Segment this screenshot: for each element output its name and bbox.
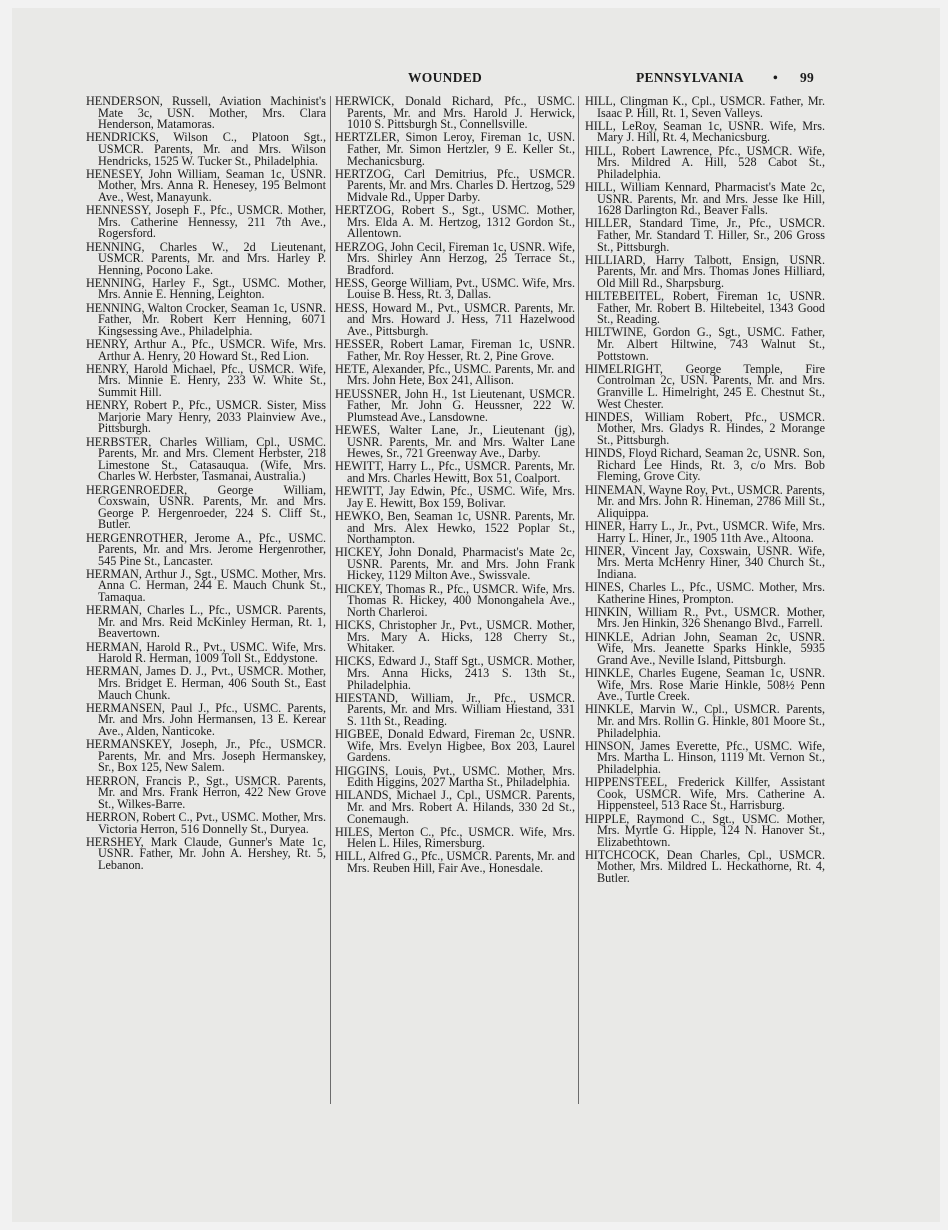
casualty-entry: HINER, Vincent Jay, Coxswain, USNR. Wife, Mrs. Merta McHenry Hiner, 340 Church St., Indiana. xyxy=(585,543,825,581)
casualty-entry: HENRY, Robert P., Pfc., USMCR. Sister, Miss Marjorie Mary Henry, 2033 Plainview Ave., Pittsburgh. xyxy=(86,398,326,436)
casualty-entry: HILL, William Kennard, Pharmacist's Mate 2c, USNR. Parents, Mr. and Mrs. Jesse Ike Hill, 1628 Darlington Rd., Beaver Falls. xyxy=(585,179,825,218)
casualty-entry: HERMANSEN, Paul J., Pfc., USMC. Parents, Mr. and Mrs. John Hermansen, 13 E. Kerear Ave., Alden, Nanticoke. xyxy=(86,700,326,738)
casualty-entry: HERRON, Robert C., Pvt., USMC. Mother, Mrs. Victoria Herron, 516 Donnelly St., Duryea. xyxy=(86,809,326,836)
casualty-entry: HILL, LeRoy, Seaman 1c, USNR. Wife, Mrs. Mary J. Hill, Rt. 4, Mechanicsburg. xyxy=(585,118,825,145)
column-divider xyxy=(330,96,331,1104)
casualty-entry: HILL, Robert Lawrence, Pfc., USMCR. Wife, Mrs. Mildred A. Hill, 528 Cabot St., Philadelphia. xyxy=(585,143,825,181)
casualty-entry: HERTZOG, Robert S., Sgt., USMC. Mother, Mrs. Elda A. M. Hertzog, 1312 Gordon St., Allentown. xyxy=(335,203,575,241)
casualty-entry: HILES, Merton C., Pfc., USMCR. Wife, Mrs. Helen L. Hiles, Rimersburg. xyxy=(335,824,575,851)
casualty-entry: HICKEY, John Donald, Pharmacist's Mate 2c, USNR. Parents, Mr. and Mrs. John Frank Hickey, 1129 Milton Ave., Swissvale. xyxy=(335,545,575,583)
casualty-entry: HINER, Harry L., Jr., Pvt., USMCR. Wife, Mrs. Harry L. Hiner, Jr., 1905 11th Ave., Altoona. xyxy=(585,518,825,545)
casualty-entry: HENNING, Harley F., Sgt., USMC. Mother, Mrs. Annie E. Henning, Leighton. xyxy=(86,275,326,302)
casualty-entry: HICKEY, Thomas R., Pfc., USMCR. Wife, Mrs. Thomas R. Hickey, 400 Monongahela Ave., North Charleroi. xyxy=(335,581,575,619)
casualty-entry: HERMAN, Arthur J., Sgt., USMC. Mother, Mrs. Anna C. Herman, 244 E. Mauch Chunk St., Tamaqua. xyxy=(86,566,326,605)
casualty-entry: HILANDS, Michael J., Cpl., USMCR. Parents, Mr. and Mrs. Robert A. Hilands, 330 2d St., Conemaugh. xyxy=(335,788,575,826)
casualty-entry: HINKLE, Marvin W., Cpl., USMCR. Parents, Mr. and Mrs. Rollin G. Hinkle, 801 Moore St., Philadelphia. xyxy=(585,702,825,740)
casualty-entry: HEUSSNER, John H., 1st Lieutenant, USMCR. Father, Mr. John G. Heussner, 222 W. Plumstead Ave., Lansdowne. xyxy=(335,386,575,424)
header-bullet: • xyxy=(773,70,779,85)
casualty-entry: HINDES, William Robert, Pfc., USMCR. Mother, Mrs. Gladys R. Hindes, 2 Morange St., Pittsburgh. xyxy=(585,409,825,447)
casualty-entry: HICKS, Christopher Jr., Pvt., USMCR. Mother, Mrs. Mary A. Hicks, 128 Cherry St., Whitaker. xyxy=(335,618,575,656)
page-number: 99 xyxy=(800,70,815,85)
casualty-entry: HENESEY, John William, Seaman 1c, USNR. Mother, Mrs. Anna R. Henesey, 195 Belmont Ave., West, Manayunk. xyxy=(86,166,326,204)
casualty-entry: HEWITT, Harry L., Pfc., USMCR. Parents, Mr. and Mrs. Charles Hewitt, Box 51, Coalport. xyxy=(335,459,575,485)
casualty-entry: HIESTAND, William, Jr., Pfc., USMCR. Parents, Mr. and Mrs. William Hiestand, 331 S. 11th St., Reading. xyxy=(335,690,575,728)
casualty-entry: HENNING, Walton Crocker, Seaman 1c, USNR. Father, Mr. Robert Kerr Henning, 6071 Kingsessing Ave., Philadelphia. xyxy=(86,300,326,338)
casualty-entry: HERGENROEDER, George William, Coxswain, USNR. Parents, Mr. and Mrs. George P. Hergenroeder, 224 S. Cliff St., Butler. xyxy=(86,482,326,532)
casualty-entry: HILL, Clingman K., Cpl., USMCR. Father, Mr. Isaac P. Hill, Rt. 1, Seven Valleys. xyxy=(585,94,825,120)
casualty-entry: HERGENROTHER, Jerome A., Pfc., USMC. Parents, Mr. and Mrs. Jerome Hergenrother, 545 Pine St., Lancaster. xyxy=(86,530,326,568)
casualty-entry: HILTWINE, Gordon G., Sgt., USMC. Father, Mr. Albert Hiltwine, 743 Walnut St., Pottstown. xyxy=(585,325,825,363)
casualty-entry: HICKS, Edward J., Staff Sgt., USMCR. Mother, Mrs. Anna Hicks, 2413 S. 13th St., Philadelphia. xyxy=(335,654,575,692)
column-2 xyxy=(335,96,575,876)
casualty-entry: HEWES, Walter Lane, Jr., Lieutenant (jg), USNR. Parents, Mr. and Mrs. Walter Lane Hewes, Sr., 721 Greenway Ave., Darby. xyxy=(335,422,575,461)
casualty-entry: HENDERSON, Russell, Aviation Machinist's Mate 3c, USN. Mother, Mrs. Clara Henderson, Matamoras. xyxy=(86,94,326,132)
casualty-entry: HENNING, Charles W., 2d Lieutenant, USMCR. Parents, Mr. and Mrs. Harley P. Henning, Pocono Lake. xyxy=(86,239,326,277)
casualty-entry: HENRY, Harold Michael, Pfc., USMCR. Wife, Mrs. Minnie E. Henry, 233 W. White St., Summit Hill. xyxy=(86,361,326,399)
casualty-entry: HERMAN, Charles L., Pfc., USMCR. Parents, Mr. and Mrs. Reid McKinley Herman, Rt. 1, Beavertown. xyxy=(86,603,326,641)
casualty-entry: HINKLE, Adrian John, Seaman 2c, USNR. Wife, Mrs. Jeanette Sparks Hinkle, 5935 Grand Ave., Neville Island, Pittsburgh. xyxy=(585,629,825,667)
casualty-entry: HIMELRIGHT, George Temple, Fire Controlman 2c, USN. Parents, Mr. and Mrs. Granville L. Himelright, 245 E. Chestnut St., West Chester. xyxy=(585,361,825,411)
casualty-entry: HERBSTER, Charles William, Cpl., USMC. Parents, Mr. and Mrs. Clement Herbster, 218 Limestone St., Catasauqua. (Wife, Mrs. Charles W. Herbster, Tasmanai, Australia.) xyxy=(86,434,326,484)
casualty-entry: HIGBEE, Donald Edward, Fireman 2c, USNR. Wife, Mrs. Evelyn Higbee, Box 203, Laurel Gardens. xyxy=(335,727,575,765)
casualty-entry: HITCHCOCK, Dean Charles, Cpl., USMCR. Mother, Mrs. Mildred L. Heckathorne, Rt. 4, Butler. xyxy=(585,847,825,886)
casualty-entry: HINKLE, Charles Eugene, Seaman 1c, USNR. Wife, Mrs. Rose Marie Hinkle, 508½ Penn Ave., Turtle Creek. xyxy=(585,666,825,704)
casualty-entry: HEWKO, Ben, Seaman 1c, USNR. Parents, Mr. and Mrs. Alex Hewko, 1522 Poplar St., Northampton. xyxy=(335,508,575,547)
casualty-entry: HINDS, Floyd Richard, Seaman 2c, USNR. Son, Richard Lee Hinds, Rt. 3, c/o Mrs. Bob Fleming, Grove City. xyxy=(585,446,825,484)
casualty-entry: HILLIARD, Harry Talbott, Ensign, USNR. Parents, Mr. and Mrs. Thomas Jones Hilliard, Old Mill Rd., Sharpsburg. xyxy=(585,252,825,290)
casualty-entry: HIPPLE, Raymond C., Sgt., USMC. Mother, Mrs. Myrtle G. Hipple, 124 N. Hanover St., Elizabethtown. xyxy=(585,811,825,849)
casualty-entry: HINES, Charles L., Pfc., USMC. Mother, Mrs. Katherine Hines, Prompton. xyxy=(585,580,825,606)
casualty-entry: HERZOG, John Cecil, Fireman 1c, USNR. Wife, Mrs. Shirley Ann Herzog, 25 Terrace St., Bradford. xyxy=(335,239,575,277)
casualty-entry: HESS, Howard M., Pvt., USMCR. Parents, Mr. and Mrs. Howard J. Hess, 711 Hazelwood Ave., Pittsburgh. xyxy=(335,300,575,338)
casualty-entry: HERTZLER, Simon Leroy, Fireman 1c, USN. Father, Mr. Simon Hertzler, 9 E. Keller St., Mechanicsburg. xyxy=(335,130,575,168)
casualty-entry: HERRON, Francis P., Sgt., USMCR. Parents, Mr. and Mrs. Frank Herron, 422 New Grove St., Wilkes-Barre. xyxy=(86,773,326,811)
casualty-entry: HETE, Alexander, Pfc., USMC. Parents, Mr. and Mrs. John Hete, Box 241, Allison. xyxy=(335,361,575,388)
casualty-entry: HILL, Alfred G., Pfc., USMCR. Parents, Mr. and Mrs. Reuben Hill, Fair Ave., Honesdale. xyxy=(335,849,576,876)
casualty-entry: HENRY, Arthur A., Pfc., USMCR. Wife, Mrs. Arthur A. Henry, 20 Howard St., Red Lion. xyxy=(86,337,326,363)
section-title: WOUNDED xyxy=(408,70,483,85)
casualty-entry: HERMAN, James D. J., Pvt., USMCR. Mother, Mrs. Bridget E. Herman, 406 South St., East Mauch Chunk. xyxy=(86,664,326,702)
column-divider xyxy=(578,96,579,1104)
casualty-entry: HINEMAN, Wayne Roy, Pvt., USMCR. Parents, Mr. and Mrs. John R. Hineman, 2786 Mill St., Aliquippa. xyxy=(585,482,825,520)
casualty-entry: HINSON, James Everette, Pfc., USMC. Wife, Mrs. Martha L. Hinson, 1119 Mt. Vernon St., Philadelphia. xyxy=(585,738,825,776)
casualty-entry: HERWICK, Donald Richard, Pfc., USMC. Parents, Mr. and Mrs. Harold J. Herwick, 1010 S. Pittsburgh St., Connellsville. xyxy=(335,94,575,132)
casualty-entry: HERTZOG, Carl Demitrius, Pfc., USMCR. Parents, Mr. and Mrs. Charles D. Hertzog, 529 Midvale Rd., Upper Darby. xyxy=(335,166,575,204)
casualty-entry: HERSHEY, Mark Claude, Gunner's Mate 1c, USNR. Father, Mr. John A. Hershey, Rt. 5, Lebanon. xyxy=(86,834,326,872)
casualty-entry: HENNESSY, Joseph F., Pfc., USMCR. Mother, Mrs. Catherine Hennessy, 211 7th Ave., Rogersford. xyxy=(86,203,326,241)
casualty-entry: HESS, George William, Pvt., USMC. Wife, Mrs. Louise B. Hess, Rt. 3, Dallas. xyxy=(335,275,575,302)
casualty-entry: HIGGINS, Louis, Pvt., USMC. Mother, Mrs. Edith Higgins, 2027 Martha St., Philadelphia. xyxy=(335,763,575,790)
page-header xyxy=(0,70,948,90)
casualty-entry: HERMAN, Harold R., Pvt., USMC. Wife, Mrs. Harold R. Herman, 1009 Toll St., Eddystone. xyxy=(86,639,326,666)
state-title: PENNSYLVANIA xyxy=(636,70,744,85)
casualty-entry: HINKIN, William R., Pvt., USMCR. Mother, Mrs. Jen Hinkin, 326 Shenango Blvd., Farrell. xyxy=(585,604,825,631)
casualty-entry: HENDRICKS, Wilson C., Platoon Sgt., USMCR. Parents, Mr. and Mrs. Wilson Hendricks, 1525 W. Tucker St., Philadelphia. xyxy=(86,130,326,168)
casualty-entry: HILTEBEITEL, Robert, Fireman 1c, USNR. Father, Mr. Robert B. Hiltebeitel, 1343 Good St., Reading. xyxy=(585,289,825,327)
column-3 xyxy=(585,96,825,886)
column-1 xyxy=(86,96,326,873)
casualty-entry: HERMANSKEY, Joseph, Jr., Pfc., USMCR. Parents, Mr. and Mrs. Joseph Hermanskey, Sr., Box 125, New Salem. xyxy=(86,737,326,775)
casualty-entry: HILLER, Standard Time, Jr., Pfc., USMCR. Father, Mr. Standard T. Hiller, Sr., 206 Gross St., Pittsburgh. xyxy=(585,216,825,254)
casualty-entry: HIPPENSTEEL, Frederick Killfer, Assistant Cook, USMCR. Wife, Mrs. Catherine A. Hippensteel, 513 Race St., Harrisburg. xyxy=(585,775,825,813)
casualty-entry: HESSER, Robert Lamar, Fireman 1c, USNR. Father, Mr. Roy Hesser, Rt. 2, Pine Grove. xyxy=(335,337,575,363)
casualty-entry: HEWITT, Jay Edwin, Pfc., USMC. Wife, Mrs. Jay E. Hewitt, Box 159, Bolivar. xyxy=(335,484,575,510)
